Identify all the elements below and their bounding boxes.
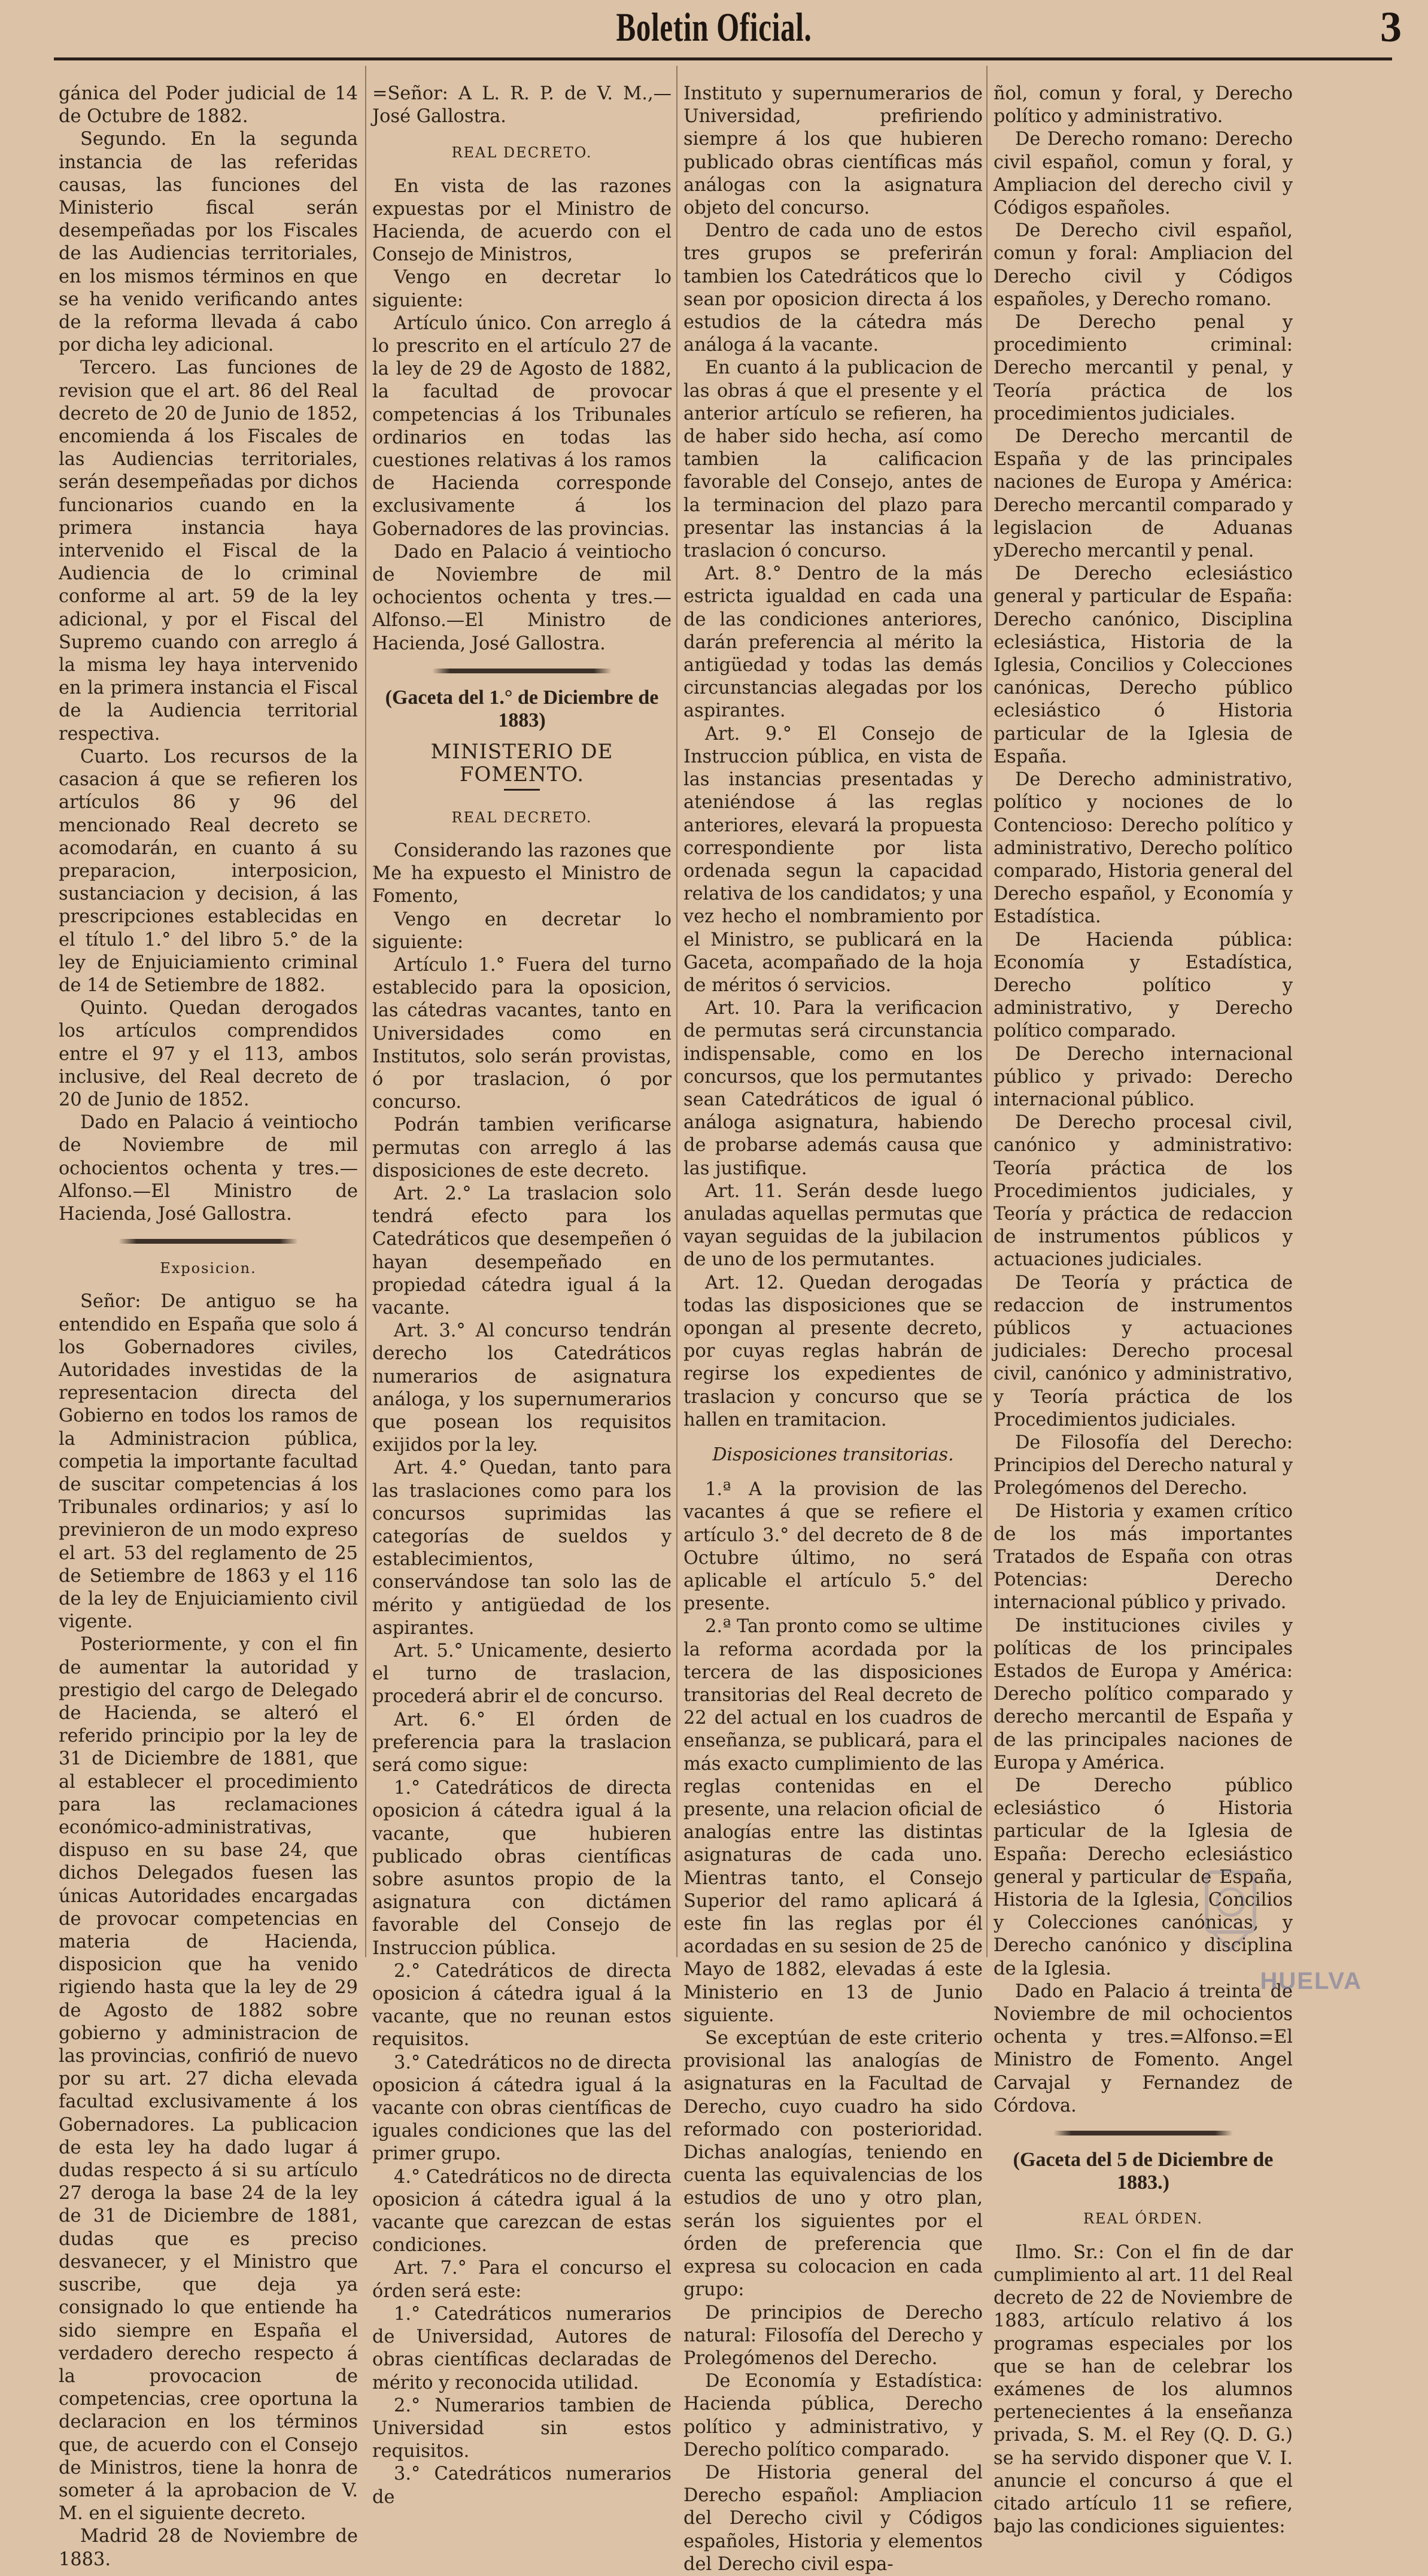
section-divider bbox=[432, 669, 612, 673]
paragraph: De Derecho civil español, comun y foral: Ampliacion del Derecho civil y Códigos españoles, y Derecho romano. bbox=[993, 220, 1293, 310]
paragraph: Dentro de cada uno de estos tres grupos se preferirán tambien los Catedráticos que lo sean por oposicion directa á los estudios de la cátedra más análoga á la vacante. bbox=[683, 220, 983, 356]
paragraph: Segundo. En la segunda instancia de las referidas causas, las funciones del Ministerio fiscal serán desempeñadas por los Fiscales de las Audiencias territoriales, en los mismos términos en que se ha venido verificando antes de la reforma llevada á cabo por dicha ley adicional. bbox=[59, 129, 358, 356]
paragraph: Tercero. Las funciones de revision que el art. 86 del Real decreto de 20 de Junio de 1852, encomienda á los Fiscales de las Audiencias territoriales, serán desempeñadas por dichos funcionarios cuando en la primera instancia haya intervenido el Fiscal de la Audiencia de lo criminal conforme al art. 59 de la ley adicional, y por el Fiscal del Supremo cuando con arreglo á la misma ley haya intervenido en la primera instancia el Fiscal de la Audiencia territorial respectiva. bbox=[59, 357, 358, 745]
paragraph: Vengo en decretar lo siguiente: bbox=[372, 267, 672, 311]
paragraph: Dado en Palacio á veintiocho de Noviembre de mil ochocientos ochenta y tres.—Alfonso.—El Ministro de Hacienda, José Gallostra. bbox=[59, 1112, 358, 1225]
paragraph: De Economía y Estadística: Hacienda pública, Derecho político y administrativo, y Derecho político comparado. bbox=[683, 2371, 983, 2460]
paragraph: De Historia y examen crítico de los más importantes Tratados de España con otras Potencias: Derecho internacional público y privado. bbox=[993, 1500, 1293, 1614]
paragraph: Art. 7.° Para el concurso el órden será este: bbox=[372, 2258, 672, 2302]
paragraph: Dado en Palacio á veintiocho de Noviembre de mil ochocientos ochenta y tres.—Alfonso.—El Ministro de Hacienda, José Gallostra. bbox=[372, 541, 672, 654]
paragraph: De Derecho mercantil de España y de las principales naciones de Europa y América: Derecho mercantil comparado y legislacion de Aduanas yDerecho mercantil y penal. bbox=[993, 426, 1293, 562]
paragraph: Art. 4.° Quedan, tanto para las traslaciones como para los concursos suprimidas las categorías de sueldos y establecimientos, conservándose tan solo las de mérito y antigüedad de los aspirantes. bbox=[372, 1457, 672, 1639]
text-column-4 bbox=[993, 83, 1293, 2538]
watermark-text: HUELVA bbox=[1260, 1968, 1362, 1994]
paragraph: En cuanto á la publicacion de las obras á que el presente y el anterior artículo se refieren, ha de haber sido hecha, así como tambien la calificacion favorable del Consejo, antes de la terminacion del plazo para presentar las instancias á la traslacion ó concurso. bbox=[683, 357, 983, 562]
paragraph: Instituto y supernumerarios de Universidad, prefiriendo siempre á los que hubieren publicado obras científicas más análogas con la asignatura objeto del concurso. bbox=[683, 83, 983, 219]
paragraph: Se exceptúan de este criterio provisional las analogías de asignaturas en la Facultad de Derecho, cuyo cuadro ha sido reformado con posterioridad. Dichas analogías, teniendo en cuenta las equivalencias de los estudios de uno y otro plan, serán los siguientes por el órden de preferencia que expresa su colocacion en cada grupo: bbox=[683, 2028, 983, 2301]
paragraph: Art. 5.° Unicamente, desierto el turno de traslacion, procederá abrir el de concurso. bbox=[372, 1641, 672, 1708]
paragraph: Art. 9.° El Consejo de Instruccion pública, en vista de las instancias presentadas y ateniéndose á las reglas anteriores, elevará la propuesta correspondiente por lista ordenada segun la capacidad relativa de los candidatos; y una vez hecho el nombramiento por el Ministro, se publicará en la Gaceta, acompañado de la hoja de méritos ó servicios. bbox=[683, 723, 983, 996]
section-divider bbox=[1053, 2131, 1233, 2135]
section-heading: REAL DECRETO. bbox=[451, 809, 593, 826]
paragraph: =Señor: A L. R. P. de V. M.,—José Gallostra. bbox=[372, 83, 672, 127]
paragraph: De Derecho eclesiástico general y particular de España: Derecho canónico, Disciplina eclesiástica, Historia de la Iglesia, Concilios y Colecciones canónicas, Derecho público eclesiástico ó Historia particular de la Iglesia de España. bbox=[993, 563, 1293, 767]
gaceta-heading: (Gaceta del 1.° de Diciembre de 1883) bbox=[385, 686, 659, 732]
masthead bbox=[0, 0, 1428, 57]
paragraph: 1.° Catedráticos numerarios de Universidad, Autores de obras científicas declaradas de mérito y reconocida utilidad. bbox=[372, 2303, 672, 2393]
text-column-3 bbox=[683, 83, 983, 2575]
paragraph: De Derecho penal y procedimiento criminal: Derecho mercantil y penal, y Teoría práctica de los procedimientos judiciales. bbox=[993, 312, 1293, 424]
paragraph: Señor: De antiguo se ha entendido en España que solo á los Gobernadores civiles, Autoridades investidas de la representacion directa del Gobierno en todos los ramos de la Administracion pública, competia la importante facultad de suscitar competencias á los Tribunales ordinarios; y así lo previnieron de un modo expreso el art. 53 del reglamento de 25 de Setiembre de 1863 y el 116 de la ley de Enjuiciamiento civil vigente. bbox=[59, 1291, 358, 1633]
paragraph: Posteriormente, y con el fin de aumentar la autoridad y prestigio del cargo de Delegado de Hacienda, se alteró el referido principio por la ley de 31 de Diciembre de 1881, que al establecer el procedimiento para las reclamaciones económico-administrativas, dispuso en su base 24, que dichos Delegados fuesen las únicas Autoridades encargadas de provocar competencias en materia de Hacienda, disposicion que ha venido rigiendo hasta que la ley de 29 de Agosto de 1882 sobre gobierno y administracion de las provincias, confirió de nuevo por su art. 27 dicha elevada facultad exclusivamente á los Gobernadores. La publicacion de esta ley ha dado lugar á dudas respecto á si su artículo 27 deroga la base 24 de la ley de 31 de Diciembre de 1881, dudas que es preciso desvanecer, y el Ministro que suscribe, que deja ya consignado lo que entiende ha sido siempre en España el verdadero derecho respecto á la provocacion de competencias, cree oportuna la declaracion en los términos que, de acuerdo con el Consejo de Ministros, tiene la honra de someter á la aprobacion de V. M. en el siguiente decreto. bbox=[59, 1634, 358, 2525]
paragraph: Dado en Palacio á treinta de Noviembre de mil ochocientos ochenta y tres.=Alfonso.=El Ministro de Fomento. Angel Carvajal y Fernandez de Córdova. bbox=[993, 1980, 1293, 2116]
short-divider bbox=[504, 789, 540, 791]
paragraph: De Hacienda pública: Economía y Estadística, Derecho político y administrativo, y Derecho político comparado. bbox=[993, 929, 1293, 1042]
paragraph: Quinto. Quedan derogados los artículos comprendidos entre el 97 y el 113, ambos inclusive, del Real decreto de 20 de Junio de 1852. bbox=[59, 998, 358, 1110]
paragraph: 4.° Catedráticos no de directa oposicion á cátedra igual á la vacante que carezcan de estas condiciones. bbox=[372, 2166, 672, 2256]
ministry-heading: MINISTERIO DE FOMENTO. bbox=[430, 740, 613, 787]
paragraph: Vengo en decretar lo siguiente: bbox=[372, 909, 672, 953]
paragraph: 2.° Numerarios tambien de Universidad sin estos requisitos. bbox=[372, 2395, 672, 2462]
paragraph: Art. 11. Serán desde luego anuladas aquellas permutas que vayan seguidas de la jubilacion de uno de los permutantes. bbox=[683, 1180, 983, 1271]
paragraph: Art. 8.° Dentro de la más estricta igualdad en cada una de las condiciones anteriores, darán preferencia al mérito la antigüedad y todas las demás circunstancias alegadas por los aspirantes. bbox=[683, 563, 983, 722]
paragraph: Art. 6.° El órden de preferencia para la traslacion será como sigue: bbox=[372, 1709, 672, 1776]
paragraph: 1.ª A la provision de las vacantes á que se refiere el artículo 3.° del decreto de 8 de Octubre último, no será aplicable el artículo 5.° del presente. bbox=[683, 1479, 983, 1615]
paragraph: Art. 10. Para la verificacion de permutas será circunstancia indispensable, como en los concursos, que los permutantes sean Catedráticos de igual ó análoga asignatura, habiendo de probarse además causa que las justifique. bbox=[683, 998, 983, 1179]
page-title: Boletin Oficial. bbox=[616, 4, 812, 50]
paragraph: Artículo 1.° Fuera del turno establecido para la oposicion, las cátedras vacantes, tanto en Universidades como en Institutos, solo serán provistas, ó por traslacion, ó por concurso. bbox=[372, 954, 672, 1113]
paragraph: 1.° Catedráticos de directa oposicion á cátedra igual á la vacante, que hubieren publicado obras científicas sobre asuntos propio de la asignatura con dictámen favorable del Consejo de Instruccion pública. bbox=[372, 1778, 672, 1959]
section-divider bbox=[119, 1239, 298, 1244]
paragraph: Considerando las razones que Me ha expuesto el Ministro de Fomento, bbox=[372, 840, 672, 907]
paragraph: 3.° Catedráticos numerarios de bbox=[372, 2463, 672, 2508]
paragraph: Cuarto. Los recursos de la casacion á que se refieren los artículos 86 y 96 del mencionado Real decreto se acomodarán, en cuanto á su preparacion, interposicion, sustanciacion y decision, á las prescripciones establecidas en el título 1.° del libro 5.° de la ley de Enjuiciamiento criminal de 14 de Setiembre de 1882. bbox=[59, 746, 358, 996]
paragraph: De Teoría y práctica de redaccion de instrumentos públicos y actuaciones judiciales: Derecho procesal civil, canónico y administrativo, y Teoría práctica de los Procedimientos judiciales. bbox=[993, 1272, 1293, 1430]
paragraph: De Derecho internacional público y privado: Derecho internacional público. bbox=[993, 1043, 1293, 1110]
paragraph: 3.° Catedráticos no de directa oposicion á cátedra igual á la vacante con obras científicas de iguales condiciones que las del primer grupo. bbox=[372, 2052, 672, 2165]
section-heading: REAL DECRETO. bbox=[451, 144, 593, 162]
paragraph: 2.° Catedráticos de directa oposicion á cátedra igual á la vacante, que no reunan estos requisitos. bbox=[372, 1960, 672, 2051]
paragraph: De Derecho procesal civil, canónico y administrativo: Teoría práctica de los Procedimientos judiciales, y Teoría y práctica de redaccion de instrumentos públicos y actuaciones judiciales. bbox=[993, 1112, 1293, 1271]
section-heading: REAL ÓRDEN. bbox=[1083, 2210, 1204, 2228]
paragraph: Podrán tambien verificarse permutas con arreglo á las disposiciones de este decreto. bbox=[372, 1114, 672, 1181]
text-column-2 bbox=[372, 83, 672, 2508]
paragraph: De Derecho romano: Derecho civil español, comun y foral, y Ampliacion del derecho civil y Códigos españoles. bbox=[993, 129, 1293, 219]
paragraph: De Filosofía del Derecho: Principios del Derecho natural y Prolegómenos del Derecho. bbox=[993, 1432, 1293, 1499]
subsection-heading: Disposiciones transitorias. bbox=[712, 1444, 954, 1465]
paragraph: ñol, comun y foral, y Derecho político y administrativo. bbox=[993, 83, 1293, 127]
paragraph: De Derecho administrativo, político y nociones de lo Contencioso: Derecho político y administrativo, Derecho político comparado, Historia general del Derecho español, y Economía y Estadística. bbox=[993, 769, 1293, 928]
paragraph: 2.ª Tan pronto como se ultime la reforma acordada por la tercera de las disposiciones transitorias del Real decreto de 22 del actual en los cuadros de enseñanza, se publicará, para el más exacto cumplimiento de las reglas contenidas en el presente, una relacion oficial de analogías entre las distintas asignaturas de cada uno. Mientras tanto, el Consejo Superior del ramo aplicará á este fin las reglas por él acordadas en su sesion de 25 de Mayo de 1882, elevadas á este Ministerio en 13 de Junio siguiente. bbox=[683, 1616, 983, 2026]
paragraph: Art. 12. Quedan derogadas todas las disposiciones que se opongan al presente decreto, por cuyas reglas habrán de regirse los expedientes de traslacion y concurso que se hallen en tramitacion. bbox=[683, 1272, 983, 1430]
paragraph: De Historia general del Derecho español: Ampliacion del Derecho civil y Códigos españoles, Historia y elementos del Derecho civil espa- bbox=[683, 2462, 983, 2575]
paragraph: Ilmo. Sr.: Con el fin de dar cumplimiento al art. 11 del Real decreto de 22 de Noviembre de 1883, artículo relativo á los programas especiales por los que se han de celebrar los exámenes de los alumnos pertenecientes á la enseñanza privada, S. M. el Rey (Q. D. G.) se ha servido disponer que V. I. anuncie el concurso á que el citado artículo 11 se refiere, bajo las condiciones siguientes: bbox=[993, 2241, 1293, 2538]
paragraph: De Derecho público eclesiástico ó Historia particular de la Iglesia de España: Derecho eclesiástico general y particular de España, Historia de la Iglesia, Concilios y Colecciones canónicas, y Derecho canónico y disciplina de la Iglesia. bbox=[993, 1775, 1293, 1979]
paragraph: De instituciones civiles y políticas de los principales Estados de Europa y América: Derecho político comparado y derecho mercantil de España y de las principales naciones de Europa y América. bbox=[993, 1615, 1293, 1773]
column-divider bbox=[365, 66, 366, 1957]
paragraph: Art. 3.° Al concurso tendrán derecho los Catedráticos numerarios de asignatura análoga, y los supernumerarios que posean los requisitos exijidos por la ley. bbox=[372, 1320, 672, 1456]
section-heading: Exposicion. bbox=[160, 1260, 257, 1277]
paragraph: De principios de Derecho natural: Filosofía del Derecho y Prolegómenos del Derecho. bbox=[683, 2302, 983, 2369]
paragraph: Madrid 28 de Noviembre de 1883. bbox=[59, 2526, 358, 2570]
paragraph: Art. 2.° La traslacion solo tendrá efecto para los Catedráticos que desempeñen ó hayan desempeñado en propiedad cátedra igual á la vacante. bbox=[372, 1183, 672, 1319]
gaceta-heading: (Gaceta del 5 de Diciembre de 1883.) bbox=[1013, 2149, 1274, 2194]
column-divider bbox=[676, 66, 677, 1957]
paragraph: Artículo único. Con arreglo á lo prescrito en el artículo 27 de la ley de 29 de Agosto de 1882, la facultad de provocar competencias á los Tribunales ordinarios en todas las cuestiones relativas á los ramos de Hacienda corresponde exclusivamente á los Gobernadores de las provincias. bbox=[372, 312, 672, 540]
text-column-1 bbox=[59, 83, 358, 2570]
page-number: 3 bbox=[1380, 3, 1402, 51]
paragraph: En vista de las razones expuestas por el Ministro de Hacienda, de acuerdo con el Consejo de Ministros, bbox=[372, 175, 672, 266]
paragraph: gánica del Poder judicial de 14 de Octubre de 1882. bbox=[59, 83, 358, 127]
header-rule bbox=[54, 57, 1392, 60]
column-divider bbox=[986, 66, 988, 1957]
